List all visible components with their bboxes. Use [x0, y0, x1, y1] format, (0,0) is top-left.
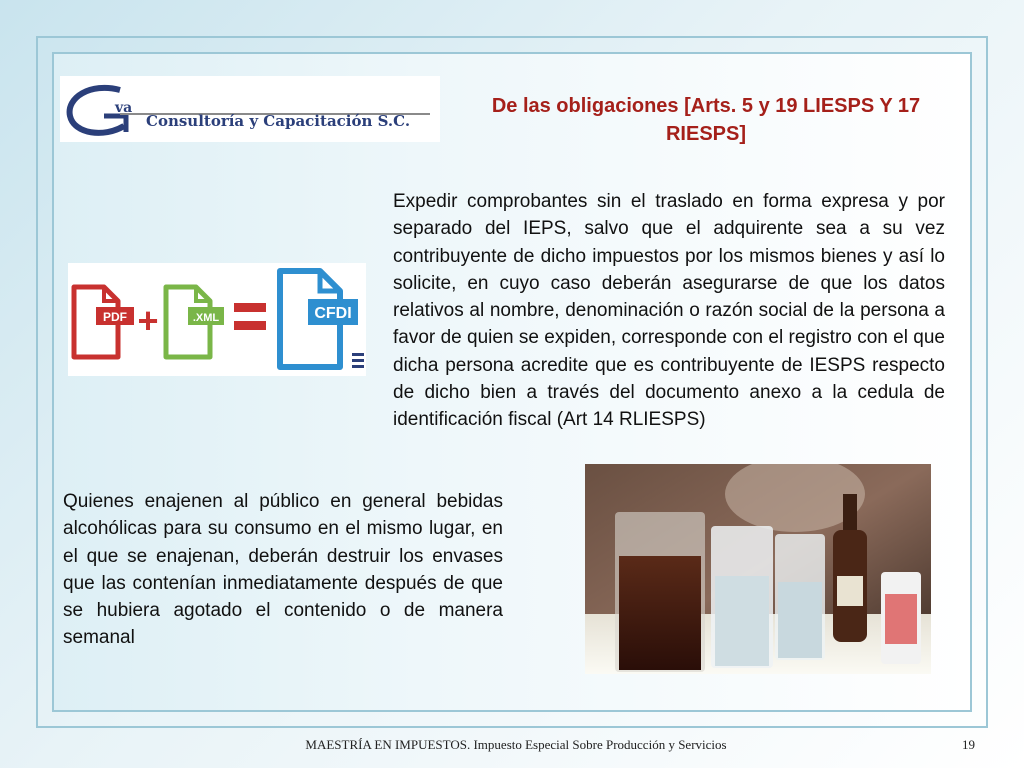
- cfdi-document-icon: [280, 271, 364, 368]
- alcohol-disposal-paragraph: Quienes enajenen al público en general bebidas alcohólicas para su consumo en el mismo lugar, en el que se enajenan, deberán destruir los envases que las contenían inmediatamente después de que se hubiera agotado el contenido o de manera semanal: [63, 491, 503, 649]
- pdf-label: PDF: [103, 310, 127, 324]
- pdf-xml-cfdi-graphic: [68, 263, 366, 376]
- logo-va: va: [115, 100, 133, 116]
- cfdi-label: CFDI: [314, 305, 352, 322]
- slide-title: De las obligaciones [Arts. 5 y 19 LIESPS Y 17 RIESPS]: [491, 95, 921, 145]
- xml-label: .XML: [192, 312, 220, 324]
- drinks-photo: [585, 464, 931, 674]
- obligation-paragraph: Expedir comprobantes sin el traslado en forma expresa y por separado del IEPS, salvo que el adquirente sea a su vez contribuyente de dicho impuestos por los mismos bienes y así lo solicite, en cuyo caso deberán asegurarse de que los datos relativos al nombre, denominación o razón social de la persona a favor de quien se expiden, corresponde con el registro con el que dicha persona acredite que es contribuyente de IESPS respecto de dicho bien a través del documento anexo a la cedula de identificación fiscal (Art 14 RLIESPS): [393, 191, 945, 431]
- pdf-document-icon: [74, 287, 134, 357]
- equals-icon: [234, 303, 266, 330]
- plus-icon: +: [137, 300, 159, 341]
- footer-text: MAESTRÍA EN IMPUESTOS. Impuesto Especial Sobre Producción y Servicios: [305, 737, 727, 752]
- logo-company-name: Consultoría y Capacitación S.C.: [146, 112, 411, 130]
- page-number: 19: [962, 737, 975, 752]
- xml-document-icon: [166, 287, 224, 357]
- company-logo: [60, 76, 440, 142]
